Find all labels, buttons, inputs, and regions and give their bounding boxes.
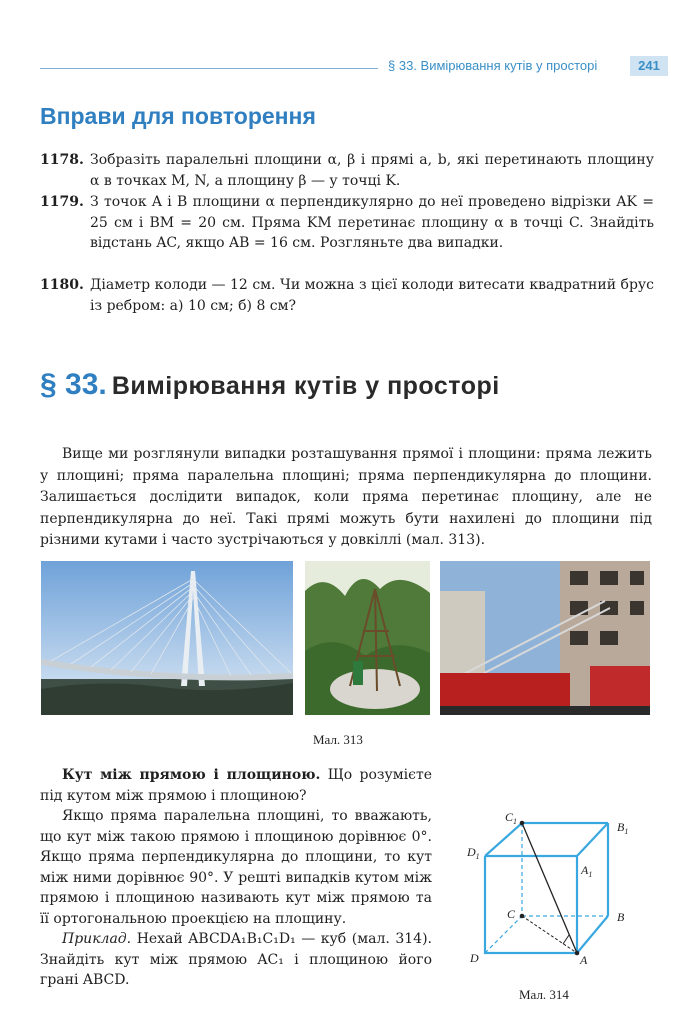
photo-survey-tower: [305, 561, 430, 715]
label-b1: $B_1$: [617, 820, 629, 836]
label-a1: $A_1$: [581, 863, 593, 879]
section-number: § 33.: [40, 368, 107, 401]
exercise-1179: [40, 192, 654, 254]
exercise-1180: [40, 275, 654, 316]
page-number: 241: [630, 56, 668, 76]
figure-313-caption: Мал. 313: [313, 732, 363, 747]
definition-paragraph: Якщо пряма паралельна площині, то вважають, що кут між такою прямою і площиною дорівнює 0°. Якщо пряма перпендикулярна до площини, то кут між ними дорівнює 90°. У решті випадків кутом між прямою і площиною називають кут між прямою та її ортогональною проекцією на площину.: [40, 808, 432, 927]
intro-paragraph: Вище ми розглянули випадки розташування прямої і площини: пряма лежить у площині; пряма паралельна площині; пряма перпендикулярна до площини. Залишається дослідити випадок, коли пряма перетинає площину, але не перпендикулярна до неї. Такі прямі можуть бути нахилені до площини під різними кутами і часто зустрічаються у довкіллі (мал. 313).: [40, 446, 652, 548]
exercise-number: 1178.: [40, 152, 84, 168]
figure-314-caption: Мал. 314: [519, 987, 569, 1002]
exercise-text: Діаметр колоди — 12 см. Чи можна з цієї колоди витесати квадратний брус із ребром: а) 10 см; б) 8 см?: [90, 277, 654, 314]
section-heading: [40, 368, 500, 402]
cube-diagram: [465, 808, 655, 968]
photo-fire-ladder: [440, 561, 650, 715]
running-title: § 33. Вимірювання кутів у просторі: [388, 58, 598, 73]
exercises-heading: Вправи для повторення: [40, 103, 316, 129]
example-label: Приклад.: [62, 931, 132, 947]
subheading-angle: Кут між прямою і площиною.: [62, 767, 321, 783]
exercise-text: Зобразіть паралельні площини α, β і прямі a, b, які перетинають площину α в точках M, N, а площину β — у точці K.: [90, 152, 654, 189]
label-c: C: [507, 907, 516, 921]
question-text: Що розумієте під кутом між прямою і площиною?: [40, 767, 432, 804]
exercise-text: З точок A і B площини α перпендикулярно до неї проведено відрізки AK = 25 см і BM = 20 см. Пряма KM перетинає площину α в точці C. Знайдіть відстань AC, якщо AB = 16 см. Розгляньте два випадки.: [90, 194, 654, 251]
exercise-number: 1179.: [40, 194, 84, 210]
label-d1: $D_1$: [467, 845, 480, 861]
body-column: [40, 765, 432, 991]
exercise-number: 1180.: [40, 277, 84, 293]
label-c1: $C_1$: [505, 810, 518, 826]
photo-cable-bridge: [41, 561, 293, 715]
example-text: Нехай ABCDA₁B₁C₁D₁ — куб (мал. 314). Знайдіть кут між прямою AC₁ і площиною його грані ABCD.: [40, 931, 432, 988]
exercise-1178: [40, 150, 654, 191]
label-a: A: [580, 953, 588, 967]
label-b: B: [617, 910, 625, 924]
label-d: D: [470, 951, 479, 965]
header-rule: [40, 68, 378, 69]
section-title: Вимірювання кутів у просторі: [111, 372, 500, 400]
